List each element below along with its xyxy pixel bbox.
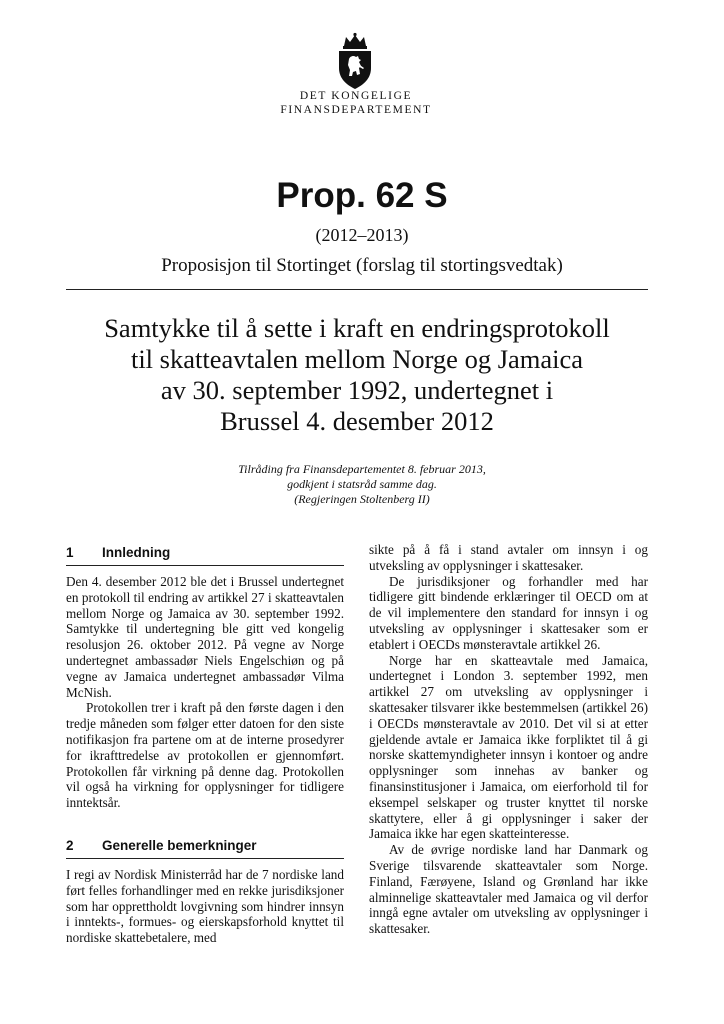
title-divider — [66, 289, 648, 290]
title-line: av 30. september 1992, undertegnet i — [160, 375, 554, 405]
coat-of-arms-logo — [330, 32, 380, 90]
approval-line: godkjent i statsråd samme dag. — [287, 477, 437, 491]
section-heading-innledning — [66, 544, 344, 566]
section-title: Innledning — [102, 545, 171, 560]
paragraph: Av de øvrige nordiske land har Danmark og Sverige tilsvarende skatteavtaler som Norge. Finland, Færøyene, Island og Grønland har ikke alminnelige skatteavtaler med Jamaica og vil derfor inngå egne avtaler om utveksling av opplysninger i skattesaker. — [369, 842, 648, 937]
approval-note — [0, 462, 724, 507]
paragraph: sikte på å få i stand avtaler om innsyn i og utveksling av opplysninger i skattesaker. — [369, 542, 648, 573]
paragraph: Protokollen trer i kraft på den første dagen i den tredje måneden som følger etter datoen for den siste notifikasjon fra partene om at de interne prosedyrer for ikrafttredelse av protokollen er gjennomført. Protokollen får virkning på denne dag. Protokollen vil også ha virkning for opplysninger for tidligere inntektsår. — [66, 700, 344, 811]
department-name-line2: FINANSDEPARTEMENT — [280, 104, 432, 116]
section-heading-generelle-bemerkninger — [66, 837, 344, 859]
left-column — [66, 544, 344, 946]
section-number: 2 — [66, 837, 74, 853]
title-line: Brussel 4. desember 2012 — [220, 406, 494, 436]
title-line: Samtykke til å sette i kraft en endringsprotokoll — [104, 313, 610, 343]
right-column — [369, 542, 648, 937]
paragraph: Den 4. desember 2012 ble det i Brussel undertegnet en protokoll til endring av artikkel 27 i skatteavtalen mellom Norge og Jamaica av 30. september 1992. Samtykke til undertegning ble gitt ved kongelig resolusjon 26. oktober 2012. På vegne av Norge undertegnet ambassadør Niels Engelschiøn og på vegne av Jamaica undertegnet ambassadør Vilma McNish. — [66, 574, 344, 700]
proposition-subtitle: Proposisjon til Stortinget (forslag til stortingsvedtak) — [161, 255, 563, 276]
approval-line: (Regjeringen Stoltenberg II) — [294, 492, 430, 506]
title-line: til skatteavtalen mellom Norge og Jamaica — [130, 344, 584, 374]
paragraph: Norge har en skatteavtale med Jamaica, undertegnet i London 3. september 1992, men artikkel 27 om utveksling av opplysninger i skattesaker tilsvarer ikke bestemmelsen (artikkel 26) i OECDs mønsteravtale av 2010. Det vil si at etter gjeldende avtale er Jamaica ikke forpliktet til å gi norske skattemyndigheter innsyn i kontoer og andre opplysninger som innehas av banker og finansinstitusjoner i Jamaica, om eierforhold til for eksempel selskaper og truster knyttet til norske skattytere, eller å gi opplysninger i saker der Jamaica ikke har egen skatteinteresse. — [369, 652, 648, 842]
department-name-line1: DET KONGELIGE — [299, 90, 413, 102]
document-title — [70, 313, 644, 437]
paragraph: I regi av Nordisk Ministerråd har de 7 nordiske land ført felles forhandlinger med en rekke jurisdiksjoner som har opprettholdt lovgivning som hindrer innsyn i inntekts-, formues- og eierskapsforhold knyttet til nordiske skattebetalere, med — [66, 866, 344, 946]
section-number: 1 — [66, 545, 74, 560]
section-title: Generelle bemerkninger — [102, 837, 257, 853]
proposition-number: Prop. 62 S — [276, 176, 448, 215]
paragraph: De jurisdiksjoner og forhandler med har tidligere gitt bindende erklæringer til OECD om at de vil implementere den standard for innsyn i og utveksling av opplysninger i skattesaker som er etablert i OECDs mønsteravtale artikkel 26. — [369, 573, 648, 652]
approval-line: Tilråding fra Finansdepartementet 8. februar 2013, — [238, 462, 486, 476]
session-years: (2012–2013) — [315, 225, 409, 245]
